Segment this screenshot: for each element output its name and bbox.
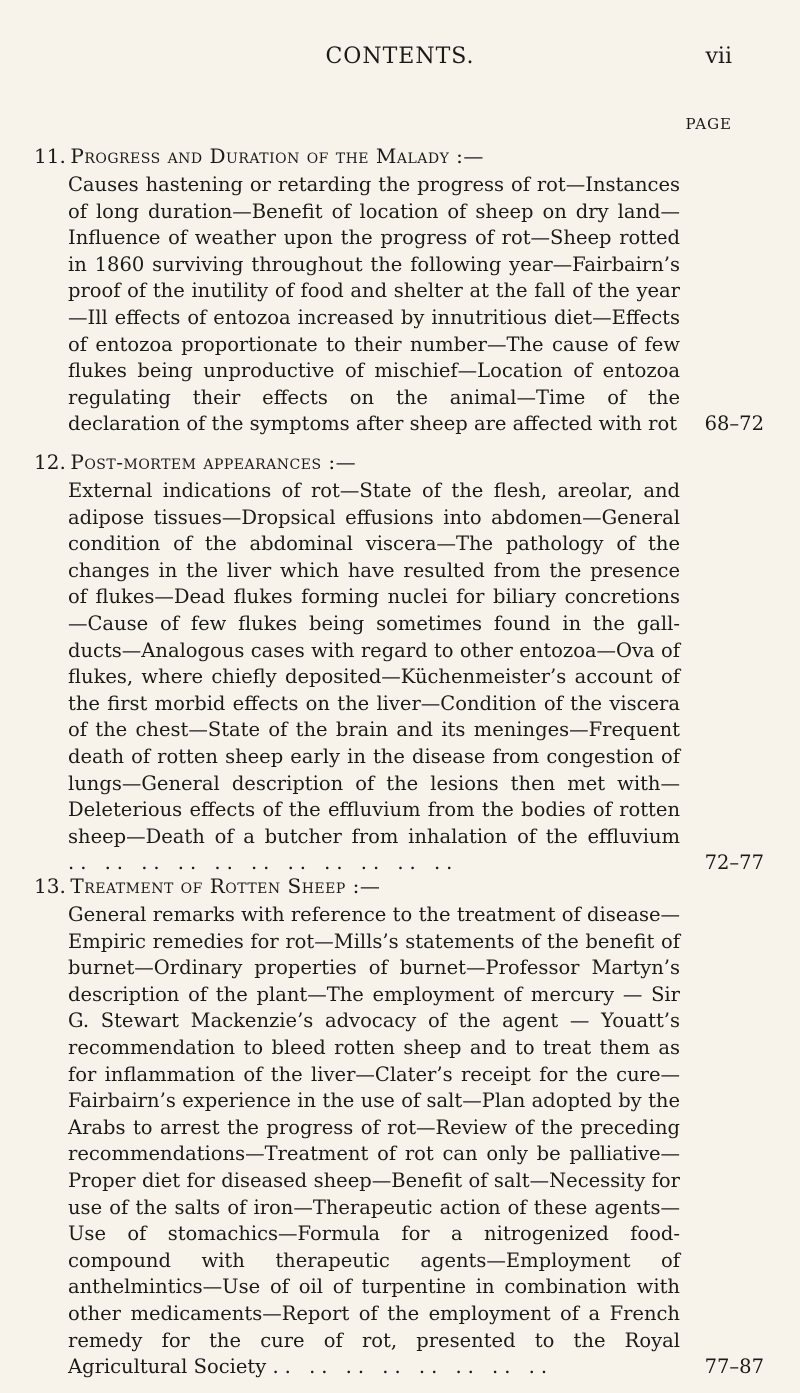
section-text — [68, 478, 680, 877]
section-text-body: External indications of rot—State of the flesh, areolar, and adipose tissues—Dropsical effusions into abdomen—General condition of the abdominal viscera—The pathology of the changes in the liver which have resulted from the presence of flukes—Dead flukes forming nuclei for biliary concretions —Cause of few flukes being sometimes found in the gall-ducts—Analogous cases with regard to other entozoa—Ova of flukes, where chiefly deposited—Küchenmeister’s account of the first morbid effects on the liver—Condition of the viscera of the chest—State of the brain and its meninges—Frequent death of rotten sheep early in the disease from congestion of lungs—General description of the lesions then met with—Deleterious effects of the effluvium from the bodies of rotten sheep—Death of a butcher from inhalation of the effluvium — [68, 479, 680, 848]
section-number: 12. — [34, 450, 66, 474]
section-number: 13. — [34, 874, 66, 898]
dot-leader: .. .. .. .. .. .. .. .. — [272, 1355, 554, 1379]
section-heading — [34, 870, 760, 902]
running-title: CONTENTS. — [325, 44, 475, 69]
running-head — [0, 44, 800, 76]
section-summary — [68, 902, 764, 1381]
section-number: 11. — [34, 144, 66, 168]
section-heading — [34, 140, 760, 172]
section-text — [68, 902, 680, 1381]
contents-section — [34, 446, 764, 877]
dot-leader: .. .. .. .. .. .. .. .. .. .. .. — [68, 851, 459, 875]
contents-section — [34, 870, 764, 1381]
page-range: 68–72 — [704, 412, 764, 436]
section-heading — [34, 446, 760, 478]
page-range: 77–87 — [704, 1355, 764, 1379]
section-text-body: General remarks with reference to the treatment of disease—Empiric remedies for rot—Mills’s statements of the benefit of burnet—Ordinary properties of burnet—Professor Martyn’s description of the plant—The employment of mercury — Sir G. Stewart Mackenzie’s advocacy of the agent — Youatt’s recommendation to bleed rotten sheep and to treat them as for inflammation of the liver—Clater’s receipt for the cure—Fairbairn’s experience in the use of salt—Plan adopted by the Arabs to arrest the progress of rot—Review of the preceding recommendations—Treatment of rot can only be palliative—Proper diet for diseased sheep—Benefit of salt—Necessity for use of the salts of iron—Therapeutic action of these agents—Use of stomachics—Formula for a nitrogenized food-compound with therapeutic agents—Employment of anthelmintics—Use of oil of turpentine in combination with other medicaments—Report of the employment of a French remedy for the cure of rot, presented to the Royal Agricultural Society — [68, 903, 680, 1379]
section-summary — [68, 478, 764, 877]
section-text: Causes hastening or retarding the progress of rot—Instances of long duration—Benefit of location of sheep on dry land—Influence of weather upon the progress of rot—Sheep rotted in 1860 surviving throughout the following year—Fairbairn’s proof of the inutility of food and shelter at the fall of the year—Ill effects of entozoa increased by innutritious diet—Effects of entozoa proportionate to their number—The cause of few flukes being unproductive of mischief—Location of entozoa regulating their effects on the animal—Time of the declaration of the symptoms after sheep are affected with rot — [68, 173, 680, 436]
page-number: vii — [705, 44, 732, 69]
section-summary — [68, 172, 764, 438]
page-column-label: PAGE — [685, 115, 732, 133]
section-title: Progress and Duration of the Malady :— — [70, 144, 484, 168]
section-title: Treatment of Rotten Sheep :— — [70, 874, 381, 898]
contents-section — [34, 140, 764, 438]
section-title: Post-mortem appearances :— — [70, 450, 357, 474]
page-range: 72–77 — [704, 851, 764, 875]
